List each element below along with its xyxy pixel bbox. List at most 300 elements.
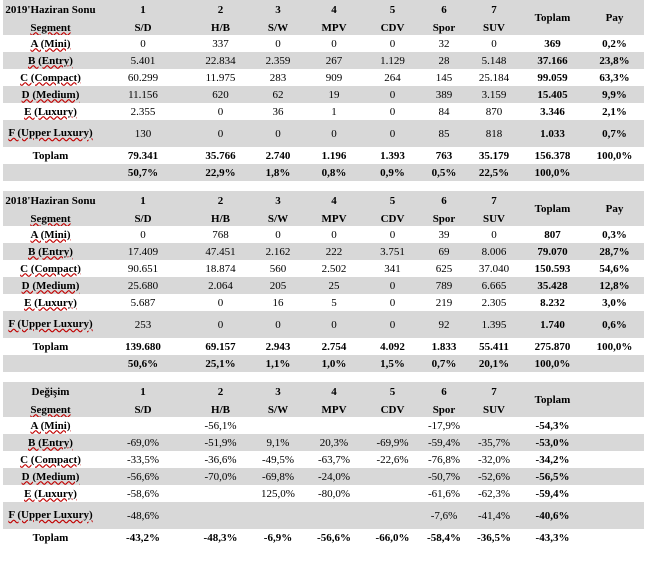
tchange-value	[468, 417, 520, 434]
t2019-value: 1	[303, 103, 365, 120]
t2019-segment-name: F (Upper Luxury)	[3, 120, 98, 147]
t2019-total-value: 35.179	[468, 147, 520, 164]
t2019-totals-row	[3, 147, 644, 164]
tchange-row-total: -59,4%	[520, 485, 585, 502]
tchange-row-4	[3, 485, 644, 502]
t2019-empty	[585, 164, 644, 181]
tchange-value: -36,6%	[188, 451, 253, 468]
t2018-value: 25.680	[98, 277, 188, 294]
t2018-segment-name: B (Entry)	[3, 243, 98, 260]
tchange-row-total: -56,5%	[520, 468, 585, 485]
t2018-col-head: 2	[188, 191, 253, 211]
tchange-value: -62,3%	[468, 485, 520, 502]
t2019-row-5	[3, 120, 644, 147]
tchange-row-3	[3, 468, 644, 485]
t2018-col-head: 6	[420, 191, 468, 211]
t2019-grand-total: 156.378	[520, 147, 585, 164]
tchange-value: -22,6%	[365, 451, 420, 468]
t2019-row-total: 3.346	[520, 103, 585, 120]
t2018-value: 0	[303, 226, 365, 243]
t2018-totals-row	[3, 338, 644, 355]
t2019-value: 0	[253, 35, 303, 52]
t2018-row-5	[3, 311, 644, 338]
t2019-total-value: 763	[420, 147, 468, 164]
t2019-row-share: 0,7%	[585, 120, 644, 147]
t2019-value: 0	[365, 103, 420, 120]
t2019-value: 267	[303, 52, 365, 69]
t2019-segment-name: B (Entry)	[3, 52, 98, 69]
tchange-segment-name: C (Compact)	[3, 451, 98, 468]
t2019-segment-header: Segment	[3, 20, 98, 35]
tchange-col-head: 3	[253, 382, 303, 402]
t2018-value: 0	[98, 226, 188, 243]
t2018-value: 0	[188, 311, 253, 338]
tchange-empty	[585, 529, 644, 546]
t2019-col-head: 3	[253, 0, 303, 20]
tchange-value	[303, 502, 365, 529]
tchange-value: 125,0%	[253, 485, 303, 502]
t2018-value: 560	[253, 260, 303, 277]
t2019-value: 60.299	[98, 69, 188, 86]
t2018-value: 3.751	[365, 243, 420, 260]
t2018-value: 6.665	[468, 277, 520, 294]
t2019-col-head: 2	[188, 0, 253, 20]
t2018-value: 17.409	[98, 243, 188, 260]
t2018-row-total: 1.740	[520, 311, 585, 338]
t2018-value: 0	[468, 226, 520, 243]
section-spacer	[3, 181, 644, 191]
t2019-segment-name: C (Compact)	[3, 69, 98, 86]
t2019-value: 283	[253, 69, 303, 86]
t2019-row-2	[3, 69, 644, 86]
t2018-type-head: CDV	[365, 211, 420, 226]
tchange-value: -51,9%	[188, 434, 253, 451]
t2019-total-value: 1.196	[303, 147, 365, 164]
tchange-col-head: 2	[188, 382, 253, 402]
tchange-value	[253, 502, 303, 529]
t2019-col-head: 7	[468, 0, 520, 20]
t2018-pct-value: 50,6%	[98, 355, 188, 372]
t2018-value: 47.451	[188, 243, 253, 260]
t2019-pct-value: 22,9%	[188, 164, 253, 181]
t2018-value: 0	[365, 226, 420, 243]
tchange-segment-name: A (Mini)	[3, 417, 98, 434]
tchange-value	[365, 502, 420, 529]
t2018-value: 16	[253, 294, 303, 311]
t2018-type-head: H/B	[188, 211, 253, 226]
t2019-value: 28	[420, 52, 468, 69]
tchange-value	[98, 417, 188, 434]
t2018-col-head: 5	[365, 191, 420, 211]
t2018-grand-share: 100,0%	[585, 338, 644, 355]
tchange-value: 20,3%	[303, 434, 365, 451]
t2018-value: 25	[303, 277, 365, 294]
t2019-value: 0	[468, 35, 520, 52]
t2018-value: 0	[253, 226, 303, 243]
t2019-value: 145	[420, 69, 468, 86]
t2019-value: 389	[420, 86, 468, 103]
t2018-value: 37.040	[468, 260, 520, 277]
t2018-value: 2.502	[303, 260, 365, 277]
tchange-row-total: -40,6%	[520, 502, 585, 529]
t2018-value: 0	[365, 311, 420, 338]
t2019-value: 0	[303, 35, 365, 52]
tchange-value: -35,7%	[468, 434, 520, 451]
tchange-value	[303, 417, 365, 434]
tchange-total-value: -56,6%	[303, 529, 365, 546]
t2019-value: 909	[303, 69, 365, 86]
tchange-value: -59,4%	[420, 434, 468, 451]
t2018-title: 2018'Haziran Sonu	[3, 191, 98, 211]
tchange-grand-total: -43,3%	[520, 529, 585, 546]
tchange-value	[365, 468, 420, 485]
tchange-type-head: Spor	[420, 402, 468, 417]
tchange-empty	[585, 451, 644, 468]
t2018-row-4	[3, 294, 644, 311]
t2018-row-total: 807	[520, 226, 585, 243]
t2019-value: 0	[365, 120, 420, 147]
t2019-row-total: 369	[520, 35, 585, 52]
t2019-segment-name: D (Medium)	[3, 86, 98, 103]
t2018-header-numbers	[3, 191, 644, 211]
tchange-empty	[585, 434, 644, 451]
t2018-value: 18.874	[188, 260, 253, 277]
tchange-col-head: 6	[420, 382, 468, 402]
tchange-segment-name: E (Luxury)	[3, 485, 98, 502]
tchange-row-total: -34,2%	[520, 451, 585, 468]
t2018-value: 69	[420, 243, 468, 260]
t2019-value: 85	[420, 120, 468, 147]
tchange-totals-row	[3, 529, 644, 546]
tchange-total-value: -43,2%	[98, 529, 188, 546]
t2018-segment-name: D (Medium)	[3, 277, 98, 294]
t2018-value: 92	[420, 311, 468, 338]
t2018-col-head: 1	[98, 191, 188, 211]
t2019-header-numbers	[3, 0, 644, 20]
t2019-value: 0	[98, 35, 188, 52]
t2019-grand-share: 100,0%	[585, 147, 644, 164]
t2018-row-total: 8.232	[520, 294, 585, 311]
tchange-value	[188, 502, 253, 529]
t2018-pct-value: 1,5%	[365, 355, 420, 372]
tchange-value	[253, 417, 303, 434]
t2018-value: 341	[365, 260, 420, 277]
t2018-empty	[3, 355, 98, 372]
t2018-totals-label: Toplam	[3, 338, 98, 355]
tchange-value: -50,7%	[420, 468, 468, 485]
tchange-value: -17,9%	[420, 417, 468, 434]
t2018-row-2	[3, 260, 644, 277]
t2019-pct-value: 22,5%	[468, 164, 520, 181]
t2019-title: 2019'Haziran Sonu	[3, 0, 98, 20]
t2018-grand-total: 275.870	[520, 338, 585, 355]
tchange-header-numbers	[3, 382, 644, 402]
t2019-total-value: 35.766	[188, 147, 253, 164]
t2018-value: 219	[420, 294, 468, 311]
tchange-type-head: CDV	[365, 402, 420, 417]
tchange-total-value: -36,5%	[468, 529, 520, 546]
t2018-pct-value: 0,7%	[420, 355, 468, 372]
t2018-row-0	[3, 226, 644, 243]
t2019-value: 0	[365, 35, 420, 52]
t2019-value: 5.148	[468, 52, 520, 69]
tchange-total-value: -66,0%	[365, 529, 420, 546]
t2018-share-header: Pay	[585, 191, 644, 226]
t2019-value: 2.359	[253, 52, 303, 69]
tchange-value	[365, 485, 420, 502]
t2018-total-value: 69.157	[188, 338, 253, 355]
t2018-row-share: 12,8%	[585, 277, 644, 294]
t2018-segment-name: A (Mini)	[3, 226, 98, 243]
t2019-share-header: Pay	[585, 0, 644, 35]
t2018-pct-value: 1,0%	[303, 355, 365, 372]
t2018-value: 5.687	[98, 294, 188, 311]
t2018-total-value: 2.754	[303, 338, 365, 355]
tchange-type-head: H/B	[188, 402, 253, 417]
t2018-row-share: 0,6%	[585, 311, 644, 338]
t2018-row-1	[3, 243, 644, 260]
tchange-value: -76,8%	[420, 451, 468, 468]
t2019-type-head: H/B	[188, 20, 253, 35]
t2018-type-head: SUV	[468, 211, 520, 226]
t2018-value: 0	[253, 311, 303, 338]
t2019-pct-value: 1,8%	[253, 164, 303, 181]
t2018-pct-total: 100,0%	[520, 355, 585, 372]
t2018-value: 789	[420, 277, 468, 294]
tchange-value: -69,8%	[253, 468, 303, 485]
tchange-empty	[585, 485, 644, 502]
t2018-total-value: 1.833	[420, 338, 468, 355]
t2018-value: 2.064	[188, 277, 253, 294]
tchange-value: -56,6%	[98, 468, 188, 485]
t2019-value: 3.159	[468, 86, 520, 103]
tchange-value: -48,6%	[98, 502, 188, 529]
t2019-row-3	[3, 86, 644, 103]
section-spacer	[3, 372, 644, 382]
t2019-total-value: 79.341	[98, 147, 188, 164]
tchange-row-5	[3, 502, 644, 529]
t2018-segment-header: Segment	[3, 211, 98, 226]
t2018-row-share: 3,0%	[585, 294, 644, 311]
tchange-type-head: MPV	[303, 402, 365, 417]
tchange-value: -33,5%	[98, 451, 188, 468]
t2019-row-share: 2,1%	[585, 103, 644, 120]
t2019-row-4	[3, 103, 644, 120]
tchange-type-head: S/W	[253, 402, 303, 417]
tchange-total-header: Toplam	[520, 382, 585, 417]
tchange-value: -61,6%	[420, 485, 468, 502]
t2018-value: 1.395	[468, 311, 520, 338]
t2018-value: 8.006	[468, 243, 520, 260]
t2019-totals-label: Toplam	[3, 147, 98, 164]
t2018-pct-value: 20,1%	[468, 355, 520, 372]
t2019-row-total: 15.405	[520, 86, 585, 103]
t2019-value: 19	[303, 86, 365, 103]
t2018-value: 222	[303, 243, 365, 260]
t2019-value: 84	[420, 103, 468, 120]
tchange-value: -7,6%	[420, 502, 468, 529]
t2019-row-total: 1.033	[520, 120, 585, 147]
t2018-row-total: 150.593	[520, 260, 585, 277]
tchange-value: -56,1%	[188, 417, 253, 434]
t2018-value: 5	[303, 294, 365, 311]
t2018-total-value: 4.092	[365, 338, 420, 355]
t2018-value: 0	[188, 294, 253, 311]
t2019-value: 337	[188, 35, 253, 52]
t2019-segment-name: A (Mini)	[3, 35, 98, 52]
t2019-value: 22.834	[188, 52, 253, 69]
tchange-segment-name: F (Upper Luxury)	[3, 502, 98, 529]
t2019-pct-value: 0,5%	[420, 164, 468, 181]
t2019-row-share: 63,3%	[585, 69, 644, 86]
spacer-cell	[3, 181, 644, 191]
t2019-row-share: 0,2%	[585, 35, 644, 52]
t2018-value: 39	[420, 226, 468, 243]
t2019-type-head: SUV	[468, 20, 520, 35]
tchange-value	[365, 417, 420, 434]
t2019-value: 870	[468, 103, 520, 120]
tchange-segment-name: D (Medium)	[3, 468, 98, 485]
t2019-value: 0	[188, 103, 253, 120]
tchange-value: -69,0%	[98, 434, 188, 451]
segment-sales-table	[3, 0, 644, 546]
tchange-value: -52,6%	[468, 468, 520, 485]
t2019-col-head: 1	[98, 0, 188, 20]
t2019-type-head: MPV	[303, 20, 365, 35]
t2019-pct-row	[3, 164, 644, 181]
t2019-row-0	[3, 35, 644, 52]
t2018-value: 253	[98, 311, 188, 338]
t2019-value: 130	[98, 120, 188, 147]
tchange-segment-name: B (Entry)	[3, 434, 98, 451]
t2019-row-share: 23,8%	[585, 52, 644, 69]
tchange-type-head: S/D	[98, 402, 188, 417]
tchange-value: -70,0%	[188, 468, 253, 485]
spacer-cell	[3, 372, 644, 382]
t2018-value: 2.162	[253, 243, 303, 260]
tchange-value: -80,0%	[303, 485, 365, 502]
tchange-col-head: 4	[303, 382, 365, 402]
t2018-value: 768	[188, 226, 253, 243]
t2018-value: 0	[365, 277, 420, 294]
tchange-value: -69,9%	[365, 434, 420, 451]
t2019-row-total: 99.059	[520, 69, 585, 86]
t2019-row-total: 37.166	[520, 52, 585, 69]
tchange-empty	[585, 502, 644, 529]
t2019-value: 818	[468, 120, 520, 147]
t2019-value: 264	[365, 69, 420, 86]
tchange-value: -32,0%	[468, 451, 520, 468]
t2018-value: 90.651	[98, 260, 188, 277]
t2018-total-value: 139.680	[98, 338, 188, 355]
tchange-type-head: SUV	[468, 402, 520, 417]
tchange-total-value: -58,4%	[420, 529, 468, 546]
t2019-pct-value: 50,7%	[98, 164, 188, 181]
t2018-empty	[585, 355, 644, 372]
t2018-pct-value: 25,1%	[188, 355, 253, 372]
tchange-row-total: -53,0%	[520, 434, 585, 451]
t2018-segment-name: F (Upper Luxury)	[3, 311, 98, 338]
tchange-row-1	[3, 434, 644, 451]
t2019-total-header: Toplam	[520, 0, 585, 35]
t2019-type-head: CDV	[365, 20, 420, 35]
t2018-type-head: Spor	[420, 211, 468, 226]
t2018-row-share: 54,6%	[585, 260, 644, 277]
tchange-total-value: -6,9%	[253, 529, 303, 546]
t2018-row-share: 0,3%	[585, 226, 644, 243]
t2019-value: 32	[420, 35, 468, 52]
tchange-row-total: -54,3%	[520, 417, 585, 434]
t2019-total-value: 1.393	[365, 147, 420, 164]
t2018-col-head: 4	[303, 191, 365, 211]
tchange-value	[188, 485, 253, 502]
t2018-row-3	[3, 277, 644, 294]
t2019-row-1	[3, 52, 644, 69]
tchange-value: -41,4%	[468, 502, 520, 529]
tchange-row-0	[3, 417, 644, 434]
tchange-empty	[585, 468, 644, 485]
tchange-total-value: -48,3%	[188, 529, 253, 546]
t2018-value: 0	[365, 294, 420, 311]
t2018-pct-value: 1,1%	[253, 355, 303, 372]
t2019-total-value: 2.740	[253, 147, 303, 164]
t2019-value: 62	[253, 86, 303, 103]
t2018-type-head: MPV	[303, 211, 365, 226]
tchange-title: Değişim	[3, 382, 98, 402]
t2019-col-head: 6	[420, 0, 468, 20]
t2019-pct-value: 0,8%	[303, 164, 365, 181]
t2019-type-head: Spor	[420, 20, 468, 35]
tchange-col-head: 1	[98, 382, 188, 402]
t2019-value: 36	[253, 103, 303, 120]
t2019-empty	[3, 164, 98, 181]
t2018-type-head: S/W	[253, 211, 303, 226]
t2018-segment-name: C (Compact)	[3, 260, 98, 277]
tchange-empty	[585, 417, 644, 434]
t2019-pct-total: 100,0%	[520, 164, 585, 181]
t2018-value: 2.305	[468, 294, 520, 311]
tchange-row-2	[3, 451, 644, 468]
t2019-segment-name: E (Luxury)	[3, 103, 98, 120]
t2018-value: 625	[420, 260, 468, 277]
t2019-value: 0	[188, 120, 253, 147]
tchange-empty-header	[585, 382, 644, 417]
t2019-row-share: 9,9%	[585, 86, 644, 103]
t2018-total-value: 55.411	[468, 338, 520, 355]
t2019-value: 11.975	[188, 69, 253, 86]
tchange-value: 9,1%	[253, 434, 303, 451]
t2018-type-head: S/D	[98, 211, 188, 226]
t2018-row-share: 28,7%	[585, 243, 644, 260]
t2018-value: 0	[303, 311, 365, 338]
t2018-col-head: 3	[253, 191, 303, 211]
t2018-total-value: 2.943	[253, 338, 303, 355]
t2019-col-head: 5	[365, 0, 420, 20]
tchange-value: -63,7%	[303, 451, 365, 468]
t2018-value: 205	[253, 277, 303, 294]
t2018-segment-name: E (Luxury)	[3, 294, 98, 311]
t2018-row-total: 79.070	[520, 243, 585, 260]
tchange-value: -24,0%	[303, 468, 365, 485]
t2018-row-total: 35.428	[520, 277, 585, 294]
t2019-value: 2.355	[98, 103, 188, 120]
tchange-col-head: 5	[365, 382, 420, 402]
t2019-type-head: S/W	[253, 20, 303, 35]
t2019-value: 620	[188, 86, 253, 103]
tchange-value: -58,6%	[98, 485, 188, 502]
t2019-value: 0	[365, 86, 420, 103]
tchange-value: -49,5%	[253, 451, 303, 468]
